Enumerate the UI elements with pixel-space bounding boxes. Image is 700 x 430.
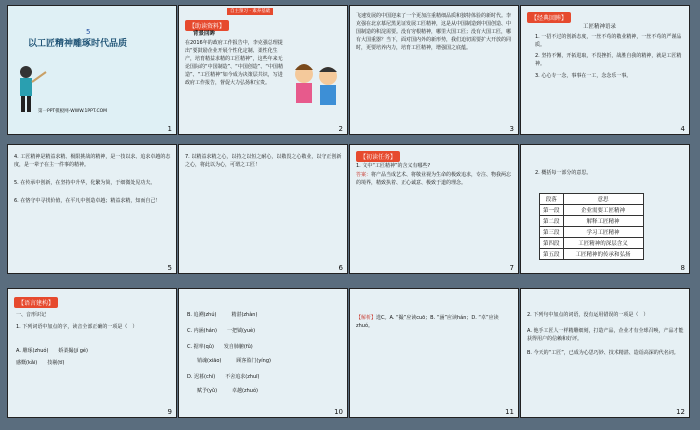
section-tag: 【经典回眸】	[527, 12, 571, 23]
slide-thumbnail[interactable]	[349, 288, 519, 418]
section-heading: 工匠精神语录	[583, 24, 617, 30]
slide-number: 7	[509, 264, 514, 272]
slide-footer: 第一PPT模板网-WWW.1PPT.COM	[38, 109, 108, 114]
slide-number: 9	[167, 408, 172, 416]
summary-table	[539, 193, 644, 260]
option-line: C. 据率(qǔ) 发自肺腑(fǔ)	[187, 344, 253, 350]
option-line: 销魂(xiāo) 顾客盈门(yíng)	[187, 358, 271, 364]
option-line: 赋予(yǔ) 卓越(zhuó)	[187, 388, 258, 394]
slide-number: 11	[505, 408, 514, 416]
option-item: A. 雕琢(zhuó) 娇柔撮(jí gé)	[16, 348, 88, 354]
table-row	[540, 238, 644, 249]
table-row	[540, 249, 644, 260]
table-cell: 工匠精神的深层含义	[563, 238, 643, 249]
option-line: B. 追溯(zhú) 精湛(zhàn)	[187, 312, 258, 318]
section-tag: 【语言建构】	[14, 297, 58, 308]
table-cell: 第一段	[540, 205, 564, 216]
slide-title: 以工匠精神雕琢时代品质	[28, 39, 128, 49]
slide-number: 2	[338, 125, 343, 133]
slide-number: 12	[676, 408, 685, 416]
slide-banner: 自主预习 · 素养基础	[227, 8, 273, 15]
list-item: 7. 以精益求精之心，以持之以恒之耐心，以敬畏之心敬业，以守正创新之心，将此以为心，可谓之工匠！	[185, 154, 342, 168]
table-header: 段落	[540, 194, 564, 205]
answer-block	[356, 171, 514, 187]
table-row	[540, 194, 644, 205]
slide-body-text: 选C。A. “撮”应读cuō；B. “涵”应读hán；D. “卓”应读zhuó。	[356, 315, 499, 329]
slide-label: 5	[86, 28, 91, 36]
slide-body-text: 在2016年的政府工作报告中，李克强总理提出“要鼓励企业开展个性化定制、柔性化生产，培育精益求精的工匠精神”，这些年来无论国际的“中国制造”、“中国创造”、“中国精造”、“工匠精神”如今成为决策层共识，写进政府工作报告，督促大力弘扬和宝贵。	[185, 40, 283, 86]
slide-number: 4	[680, 125, 685, 133]
slide-thumbnail[interactable]	[349, 5, 519, 135]
question-text: 2. 概括每一部分的意思。	[535, 170, 592, 176]
table-cell: 第四段	[540, 238, 564, 249]
slide-thumbnail[interactable]	[520, 5, 690, 135]
table-cell: 第三段	[540, 227, 564, 238]
option-item: A. 他手工匠人一样精雕细刻，打造产品，企业才有全球召唤，产品才能获得用户的信赖和好评。	[527, 328, 684, 342]
question-text: 1. 下列词语中加点的字，读音全部正确的一项是（ ）	[16, 324, 138, 330]
slide-number: 5	[167, 264, 172, 272]
section-tag: 【助读资料】	[185, 20, 229, 31]
answer-text: 将产品当成艺术、将敬业视为生命的极致追求，专注、物我两忘的境界，精致执着、正心诚意、极致于道的理念。	[356, 172, 512, 186]
list-item: 1. 一招不过的创新态度，一丝不苟的敬业精神，一丝不苟的严谨品质。	[535, 34, 682, 48]
list-item: 4. 工匠精神是精益求精、极限挑战的精神，是一技以求、追求卓越的态度，是一辈子在主一件事的精神。	[14, 154, 171, 168]
answer-label: 答案：	[356, 172, 372, 178]
table-cell: 解释工匠精神	[563, 216, 643, 227]
table-cell: 企业需要工匠精神	[563, 205, 643, 216]
slide-thumbnail[interactable]	[520, 288, 690, 418]
table-row	[540, 216, 644, 227]
slide-thumbnail[interactable]	[178, 5, 348, 135]
slide-thumbnail[interactable]	[7, 144, 177, 274]
slide-thumbnail[interactable]	[520, 144, 690, 274]
option-item: B. 今天的“工匠”，已成为心思巧妙、技术精湛、造诣高深的代名词。	[527, 350, 679, 356]
slide-thumbnail[interactable]	[7, 5, 177, 135]
table-cell: 第二段	[540, 216, 564, 227]
slide-thumbnail[interactable]	[178, 288, 348, 418]
section-tag: 【初读任务】	[356, 151, 400, 162]
option-line: C. 内涵(hán) 一把钺(yuè)	[187, 328, 256, 334]
slide-number: 3	[509, 125, 514, 133]
section-heading: 一、音形识记	[16, 312, 47, 318]
slide-number: 6	[338, 264, 343, 272]
list-item: 6. 在恪守中寻找价值，在平凡中创造卓越；精益求精，知而自己！	[14, 198, 161, 204]
table-row	[540, 205, 644, 216]
list-item: 3. 心心专一念，事事在一工，念念乐一事。	[535, 73, 632, 79]
section-tag: 【解析】	[356, 315, 377, 321]
explanation-block	[356, 314, 514, 330]
list-item: 5. 在传承中创新，在坚持中升华，化繁为简，于细微处见功夫。	[14, 180, 156, 186]
table-row	[540, 227, 644, 238]
children-illustration-icon	[286, 56, 346, 116]
question-text: 2. 下列句中加点的词语，没有运用错误的一项是（ ）	[527, 312, 649, 318]
slide-number: 1	[167, 125, 172, 133]
table-header: 意思	[563, 194, 643, 205]
slide-number: 10	[334, 408, 343, 416]
slide-body-text: 飞速发展的中国迎来了一个更加注重精细品质和独特体验的新时代。李克强在北京慕尼黑见证发展工匠精神，这是从中国制造到中国创造、中国制造的积淀需要。没有穷根精神，哪里大国工匠；没有大国工匠，哪有大国重器？当下，面对国内外的新形势，我们迫切需要扩大开放的同时，更要培养内力，培育工匠精神，增强国之底蕴。	[356, 13, 512, 51]
section-heading: 背景回眸	[193, 31, 216, 37]
option-item: 感慨(kǎi) 技剔(tī)	[16, 360, 65, 366]
slide-thumbnail[interactable]	[349, 144, 519, 274]
option-line: D. 迟暮(chí) 不舍追求(zhuī)	[187, 374, 260, 380]
list-item: 2. 坚持不懈，开拓进取，不畏挫折，战胜自我的精神，就是工匠精神。	[535, 53, 682, 67]
slide-thumbnail[interactable]	[7, 288, 177, 418]
table-cell: 第五段	[540, 249, 564, 260]
question-text: 1. 文中“工匠精神”的含义有哪些?	[356, 163, 431, 169]
slide-thumbnail[interactable]	[178, 144, 348, 274]
table-cell: 工匠精神的传承和弘扬	[563, 249, 643, 260]
slide-number: 8	[680, 264, 685, 272]
table-cell: 学习工匠精神	[563, 227, 643, 238]
